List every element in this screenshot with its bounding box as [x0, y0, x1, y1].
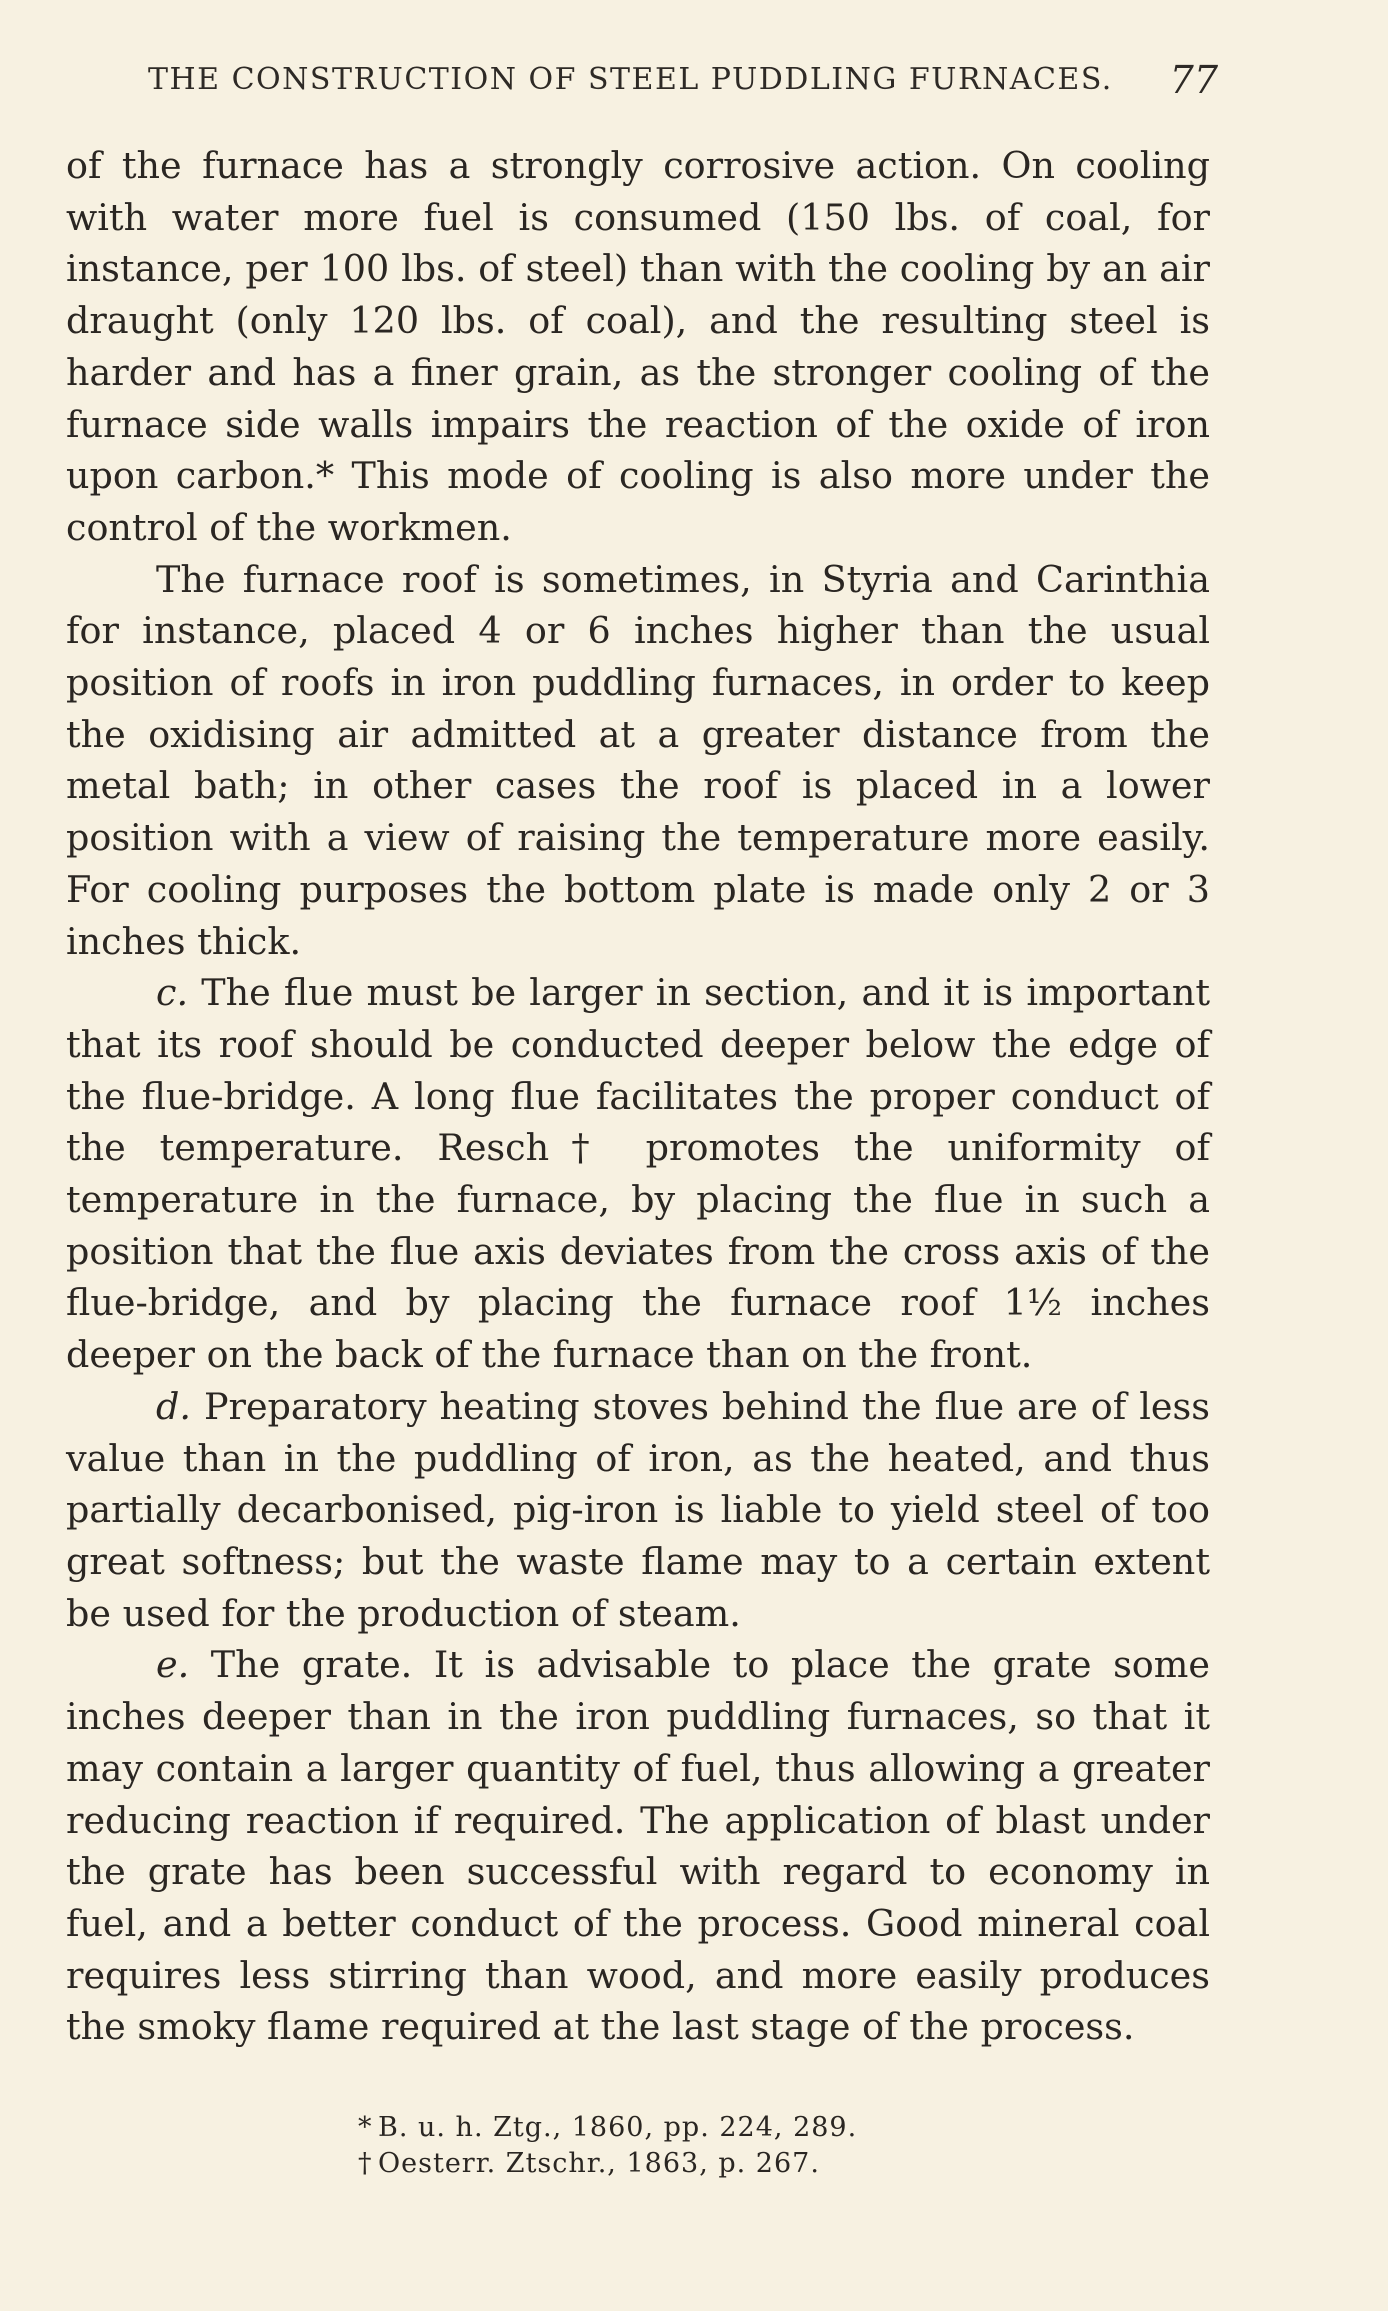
- footnote: [358, 2146, 1388, 2182]
- running-head-title: THE CONSTRUCTION OF STEEL PUDDLING FURNACES.: [148, 62, 1113, 97]
- page-number: 77: [1169, 58, 1218, 102]
- footnote-mark: *: [358, 2112, 373, 2143]
- paragraph-label: c.: [156, 971, 189, 1015]
- footnotes: [0, 2110, 1388, 2182]
- paragraph-label: e.: [156, 1643, 190, 1687]
- paragraph-label: d.: [156, 1384, 191, 1428]
- paragraph: [66, 1639, 1210, 2053]
- footnote-text: B. u. h. Ztg., 1860, pp. 224, 289.: [378, 2112, 858, 2143]
- running-head: [148, 58, 1218, 102]
- paragraph-text: The flue must be larger in section, and it is important that its roof should be conducted deeper below the edge of the flue-bridge. A long flue facilitates the proper conduct of the temperature. Resch† promotes the uniformity of temperature in the furnace, by placing the flue in such a position that the flue axis deviates from the cross axis of the flue-bridge, and by placing the furnace roof 1½ inches deeper on the back of the furnace than on the front.: [66, 971, 1210, 1377]
- footnote-text: Oesterr. Ztschr., 1863, p. 267.: [378, 2148, 820, 2179]
- paragraph: [66, 967, 1210, 1381]
- paragraph-text: The grate. It is advisable to place the grate some inches deeper than in the iron puddling furnaces, so that it may contain a larger quantity of fuel, thus allowing a greater reducing reaction if required. The application of blast under the grate has been successful with regard to economy in fuel, and a better conduct of the process. Good mineral coal requires less stirring than wood, and more easily produces the smoky flame required at the last stage of the process.: [66, 1643, 1210, 2049]
- paragraph: [66, 554, 1210, 968]
- footnote-mark: †: [358, 2148, 373, 2179]
- paragraph-text: Preparatory heating stoves behind the flue are of less value than in the puddling of iron, as the heated, and thus partially decarbonised, pig-iron is liable to yield steel of too great softness; but the waste flame may to a certain extent be used for the production of steam.: [66, 1384, 1210, 1635]
- paragraph: [66, 1381, 1210, 1640]
- body-text: [66, 140, 1210, 2053]
- footnote: [358, 2110, 1388, 2146]
- paragraph-text: of the furnace has a strongly corrosive action. On cooling with water more fuel is consumed (150 lbs. of coal, for instance, per 100 lbs. of steel) than with the cooling by an air draught (only 120 lbs. of coal), and the resulting steel is harder and has a finer grain, as the stronger cooling of the furnace side walls impairs the reaction of the oxide of iron upon carbon.* This mode of cooling is also more under the control of the workmen.: [66, 144, 1210, 549]
- paragraph-text: The furnace roof is sometimes, in Styria and Carinthia for instance, placed 4 or 6 inches higher than the usual position of roofs in iron puddling furnaces, in order to keep the oxidising air admitted at a greater distance from the metal bath; in other cases the roof is placed in a lower position with a view of raising the temperature more easily. For cooling purposes the bottom plate is made only 2 or 3 inches thick.: [66, 557, 1210, 963]
- paragraph: [66, 140, 1210, 554]
